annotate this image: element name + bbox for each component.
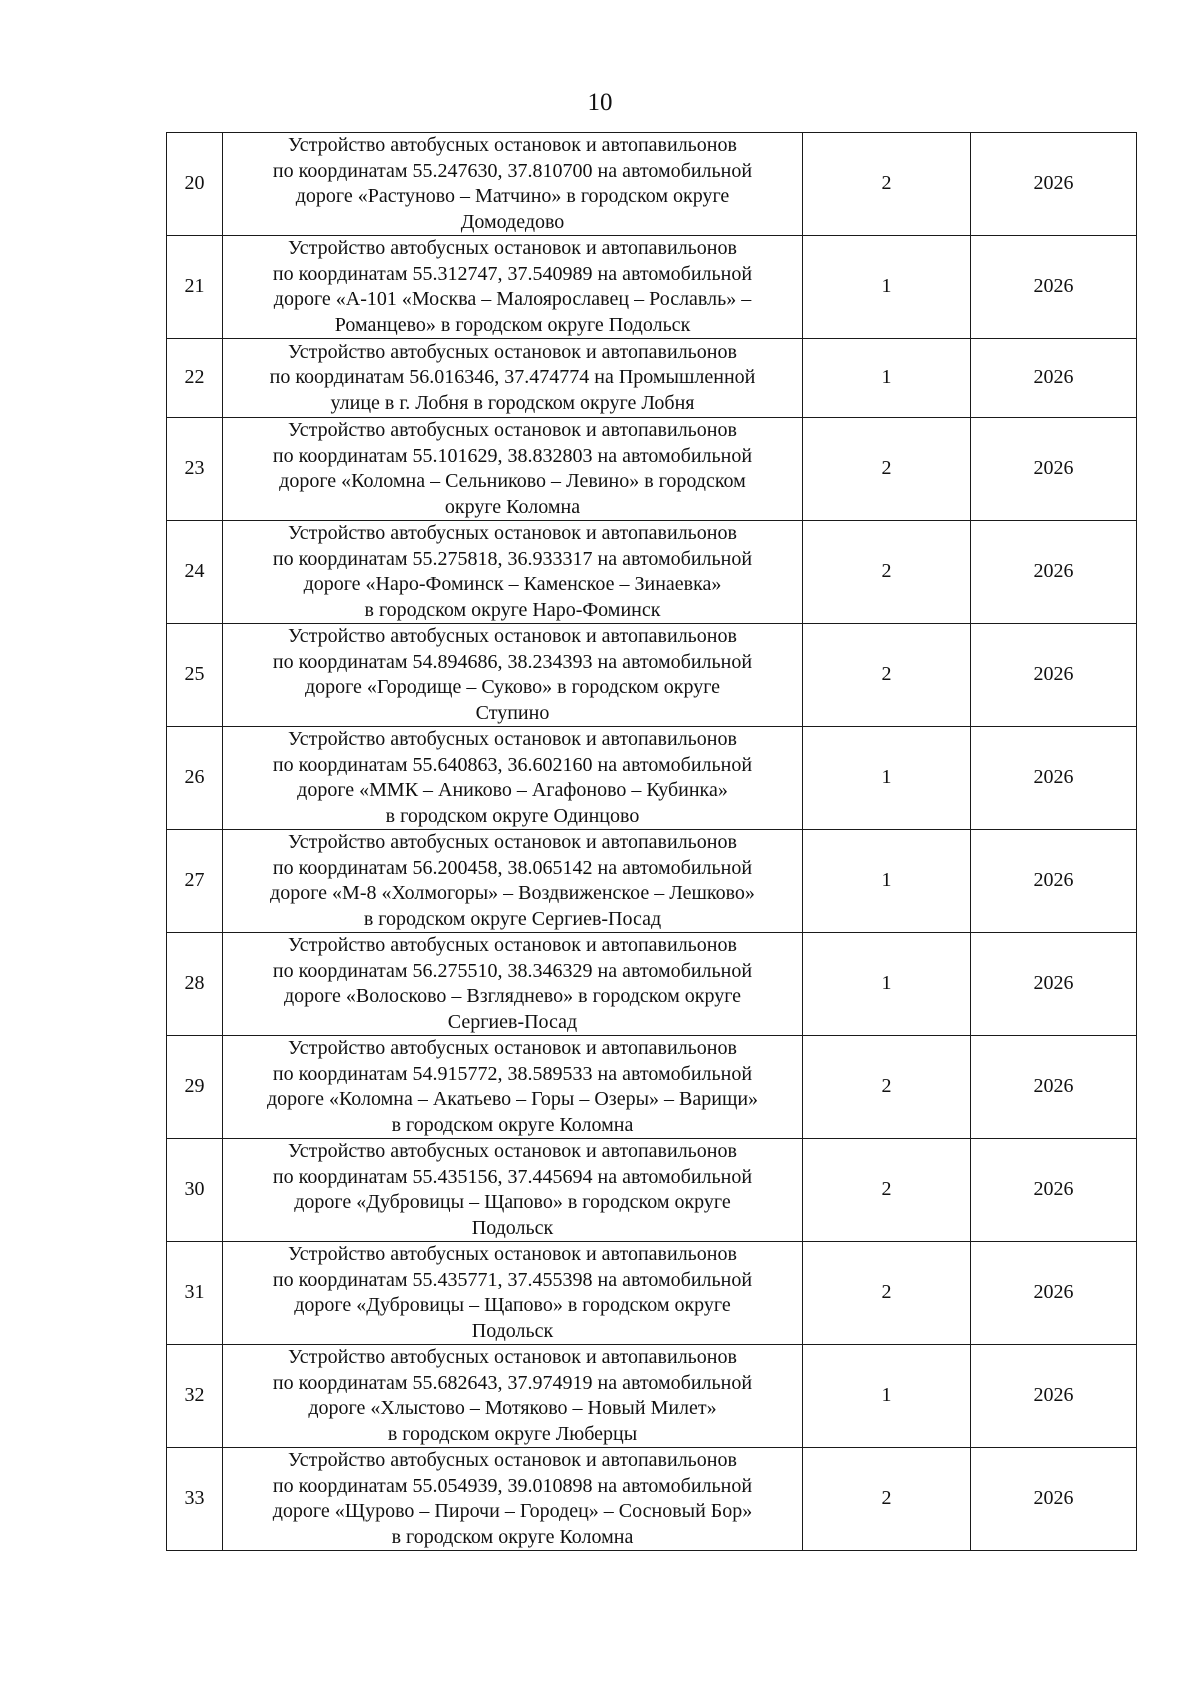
row-number-cell: 23: [167, 418, 223, 521]
year-cell: 2026: [971, 1242, 1137, 1345]
description-line: округе Коломна: [444, 495, 581, 518]
description-line: Устройство автобусных остановок и автопавильонов: [288, 1037, 737, 1059]
table-row: [167, 521, 1137, 624]
description-line: в городском округе Люберцы: [387, 1422, 638, 1445]
year-cell: 2026: [971, 133, 1137, 236]
description-cell: [223, 236, 803, 339]
table-row: [167, 933, 1137, 1036]
description-cell: [223, 1139, 803, 1242]
row-number-cell: 20: [167, 133, 223, 236]
description-line: по координатам 55.435156, 37.445694 на автомобильной: [272, 1165, 753, 1188]
description-line: в городском округе Сергиев-Посад: [363, 907, 662, 930]
quantity-cell: 2: [803, 133, 971, 236]
quantity-cell: 1: [803, 236, 971, 339]
description-line: по координатам 55.312747, 37.540989 на автомобильной: [272, 262, 753, 285]
description-cell: [223, 521, 803, 624]
description-line: дороге «Коломна – Сельниково – Левино» в городском: [279, 470, 746, 492]
row-number-cell: 25: [167, 624, 223, 727]
table-body: [167, 133, 1137, 1551]
description-line: дороге «М-8 «Холмогоры» – Воздвиженское – Лешково»: [270, 882, 755, 904]
quantity-cell: 2: [803, 1036, 971, 1139]
description-line: по координатам 55.101629, 38.832803 на автомобильной: [272, 444, 753, 467]
description-line: дороге «ММК – Аниково – Агафоново – Кубинка»: [297, 779, 728, 801]
quantity-cell: 1: [803, 339, 971, 418]
table-row: [167, 236, 1137, 339]
row-number-cell: 32: [167, 1345, 223, 1448]
quantity-cell: 1: [803, 727, 971, 830]
year-cell: 2026: [971, 933, 1137, 1036]
description-line: в городском округе Коломна: [391, 1525, 634, 1548]
quantity-cell: 2: [803, 521, 971, 624]
description-line: Романцево» в городском округе Подольск: [334, 313, 691, 336]
row-number-cell: 24: [167, 521, 223, 624]
table-row: [167, 830, 1137, 933]
description-cell: [223, 624, 803, 727]
description-line: Устройство автобусных остановок и автопавильонов: [288, 831, 737, 853]
quantity-cell: 2: [803, 418, 971, 521]
year-cell: 2026: [971, 521, 1137, 624]
description-line: дороге «Наро-Фоминск – Каменское – Зинаевка»: [303, 573, 722, 595]
description-line: Домодедово: [460, 210, 565, 233]
description-cell: [223, 418, 803, 521]
table-row: [167, 1036, 1137, 1139]
year-cell: 2026: [971, 830, 1137, 933]
description-line: в городском округе Наро-Фоминск: [364, 598, 661, 621]
table-row: [167, 1345, 1137, 1448]
year-cell: 2026: [971, 236, 1137, 339]
row-number-cell: 31: [167, 1242, 223, 1345]
table-row: [167, 133, 1137, 236]
description-line: дороге «Дубровицы – Щапово» в городском округе: [294, 1294, 731, 1316]
year-cell: 2026: [971, 1345, 1137, 1448]
description-line: дороге «А-101 «Москва – Малоярославец – Рославль» –: [273, 288, 752, 310]
description-line: по координатам 55.640863, 36.602160 на автомобильной: [272, 753, 753, 776]
description-line: дороге «Коломна – Акатьево – Горы – Озеры» – Варищи»: [266, 1088, 759, 1110]
year-cell: 2026: [971, 727, 1137, 830]
description-cell: [223, 1036, 803, 1139]
year-cell: 2026: [971, 1448, 1137, 1551]
quantity-cell: 1: [803, 1345, 971, 1448]
description-line: дороге «Городище – Суково» в городском округе: [304, 676, 721, 698]
table-row: [167, 624, 1137, 727]
description-line: в городском округе Одинцово: [385, 804, 640, 827]
description-line: дороге «Щурово – Пирочи – Городец» – Сосновый Бор»: [272, 1500, 753, 1522]
description-line: Подольск: [471, 1216, 554, 1239]
description-cell: [223, 1242, 803, 1345]
description-line: Устройство автобусных остановок и автопавильонов: [288, 134, 737, 156]
table-row: [167, 1242, 1137, 1345]
description-line: Устройство автобусных остановок и автопавильонов: [288, 340, 737, 363]
quantity-cell: 2: [803, 624, 971, 727]
description-line: по координатам 56.016346, 37.474774 на Промышленной: [269, 366, 756, 389]
quantity-cell: 2: [803, 1448, 971, 1551]
row-number-cell: 28: [167, 933, 223, 1036]
description-cell: [223, 830, 803, 933]
year-cell: 2026: [971, 339, 1137, 418]
row-number-cell: 30: [167, 1139, 223, 1242]
description-line: Устройство автобусных остановок и автопавильонов: [288, 522, 737, 544]
description-line: дороге «Хлыстово – Мотяково – Новый Милет»: [308, 1397, 717, 1419]
table-row: [167, 727, 1137, 830]
description-cell: [223, 933, 803, 1036]
description-line: по координатам 54.915772, 38.589533 на автомобильной: [272, 1062, 753, 1085]
year-cell: 2026: [971, 1139, 1137, 1242]
description-cell: [223, 1448, 803, 1551]
row-number-cell: 27: [167, 830, 223, 933]
year-cell: 2026: [971, 1036, 1137, 1139]
row-number-cell: 33: [167, 1448, 223, 1551]
table-row: [167, 418, 1137, 521]
row-number-cell: 29: [167, 1036, 223, 1139]
description-line: Устройство автобусных остановок и автопавильонов: [288, 419, 737, 441]
description-line: Сергиев-Посад: [447, 1010, 578, 1033]
description-line: по координатам 55.435771, 37.455398 на автомобильной: [272, 1268, 753, 1291]
description-line: Подольск: [471, 1319, 554, 1342]
description-line: улице в г. Лобня в городском округе Лобня: [330, 391, 695, 414]
year-cell: 2026: [971, 624, 1137, 727]
quantity-cell: 1: [803, 933, 971, 1036]
description-line: Устройство автобусных остановок и автопавильонов: [288, 1140, 737, 1162]
description-line: Устройство автобусных остановок и автопавильонов: [288, 1449, 737, 1471]
description-cell: [223, 339, 803, 418]
description-line: по координатам 55.682643, 37.974919 на автомобильной: [272, 1371, 753, 1394]
description-line: по координатам 55.247630, 37.810700 на автомобильной: [272, 159, 753, 182]
bus-stops-table: [166, 132, 1137, 1551]
description-cell: [223, 133, 803, 236]
description-line: по координатам 54.894686, 38.234393 на автомобильной: [272, 650, 753, 673]
table-row: [167, 1448, 1137, 1551]
row-number-cell: 21: [167, 236, 223, 339]
description-line: по координатам 55.275818, 36.933317 на автомобильной: [272, 547, 753, 570]
description-line: по координатам 55.054939, 39.010898 на автомобильной: [272, 1474, 753, 1497]
table-row: [167, 1139, 1137, 1242]
quantity-cell: 2: [803, 1242, 971, 1345]
quantity-cell: 2: [803, 1139, 971, 1242]
quantity-cell: 1: [803, 830, 971, 933]
table-row: [167, 339, 1137, 418]
year-cell: 2026: [971, 418, 1137, 521]
page-number: 10: [587, 89, 613, 116]
description-line: дороге «Дубровицы – Щапово» в городском округе: [294, 1191, 731, 1213]
description-line: по координатам 56.200458, 38.065142 на автомобильной: [272, 856, 753, 879]
description-cell: [223, 727, 803, 830]
description-cell: [223, 1345, 803, 1448]
description-line: в городском округе Коломна: [391, 1113, 634, 1136]
description-line: Устройство автобусных остановок и автопавильонов: [288, 625, 737, 647]
row-number-cell: 22: [167, 339, 223, 418]
description-line: дороге «Растуново – Матчино» в городском округе: [295, 185, 730, 207]
description-line: Устройство автобусных остановок и автопавильонов: [288, 1243, 737, 1265]
description-line: Устройство автобусных остановок и автопавильонов: [288, 728, 737, 750]
description-line: Устройство автобусных остановок и автопавильонов: [288, 237, 737, 259]
description-line: Ступино: [475, 701, 550, 724]
row-number-cell: 26: [167, 727, 223, 830]
description-line: по координатам 56.275510, 38.346329 на автомобильной: [272, 959, 753, 982]
description-line: дороге «Волосково – Взглядневo» в городском округе: [283, 985, 742, 1007]
description-line: Устройство автобусных остановок и автопавильонов: [288, 934, 737, 956]
description-line: Устройство автобусных остановок и автопавильонов: [288, 1346, 737, 1368]
